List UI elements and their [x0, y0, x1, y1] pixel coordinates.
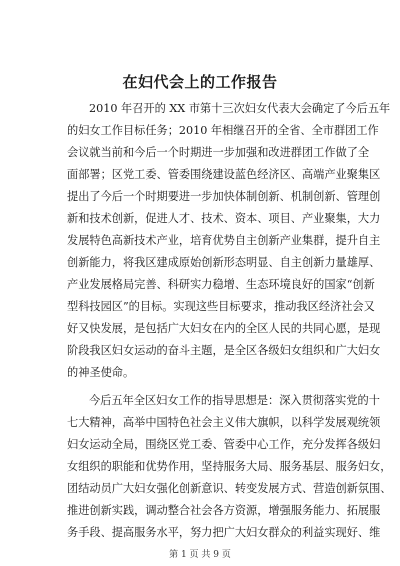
paragraph-line: 女组织的职能和优势作用，坚持服务大局、服务基层、服务妇女， [67, 460, 392, 473]
paragraph-line: 提出了今后一个时期要进一步加快体制创新、机制创新、管理创 [67, 190, 381, 203]
paragraph-line: 发展特色高新技术产业，培育优势自主创新产业集群，提升自主 [67, 234, 381, 247]
paragraph-line: 产业发展格局完善、科研实力稳增、生态环境良好的国家“创新 [67, 278, 375, 291]
paragraph-line: 2010 年召开的 XX 市第十三次妇女代表大会确定了今后五年 [89, 102, 391, 115]
paragraph-line: 团结动员广大妇女强化创新意识、转变发展方式、营造创新氛围、 [67, 482, 392, 495]
paragraph-line: 推进创新实践，调动整合社会各方资源，增强服务能力、拓展服 [67, 504, 381, 517]
paragraph-line: 面部署；区党工委、管委围绕建设蓝色经济区、高端产业聚集区 [67, 168, 381, 181]
paragraph-line: 新和技术创新，促进人才、技术、资本、项目、产业聚集，大力 [67, 212, 381, 225]
page-footer: 第 1 页 共 9 页 [169, 550, 231, 560]
paragraph-line: 阶段我区妇女运动的奋斗主题，是全区各级妇女组织和广大妇女 [67, 344, 381, 357]
paragraph-line: 务手段、提高服务水平，努力把广大妇女群众的利益实现好、维 [67, 526, 381, 539]
paragraph-line: 今后五年全区妇女工作的指导思想是：深入贯彻落实党的十 [89, 394, 380, 407]
paragraph-line: 好又快发展，是包括广大妇女在内的全区人民的共同心愿，是现 [67, 322, 381, 335]
paragraph-line: 妇女运动全局，围绕区党工委、管委中心工作，充分发挥各级妇 [67, 438, 381, 451]
paragraph-line: 的妇女工作目标任务；2010 年相继召开的全省、全市群团工作 [67, 124, 379, 137]
paragraph-line: 的神圣使命。 [67, 366, 135, 379]
paragraph-1 [67, 98, 391, 384]
paragraph-line: 会议就当前和今后一个时期进一步加强和改进群团工作做了全 [67, 146, 370, 159]
paragraph-line: 型科技园区”的目标。实现这些目标要求，推动我区经济社会又 [67, 300, 375, 313]
paragraph-2 [67, 390, 392, 544]
document-body [67, 98, 392, 544]
document-title: 在妇代会上的工作报告 [122, 73, 278, 91]
paragraph-line: 创新能力，将我区建成原始创新形态明显、自主创新力量雄厚、 [67, 256, 381, 269]
paragraph-line: 七大精神，高举中国特色社会主义伟大旗帜，以科学发展观统领 [67, 416, 381, 429]
